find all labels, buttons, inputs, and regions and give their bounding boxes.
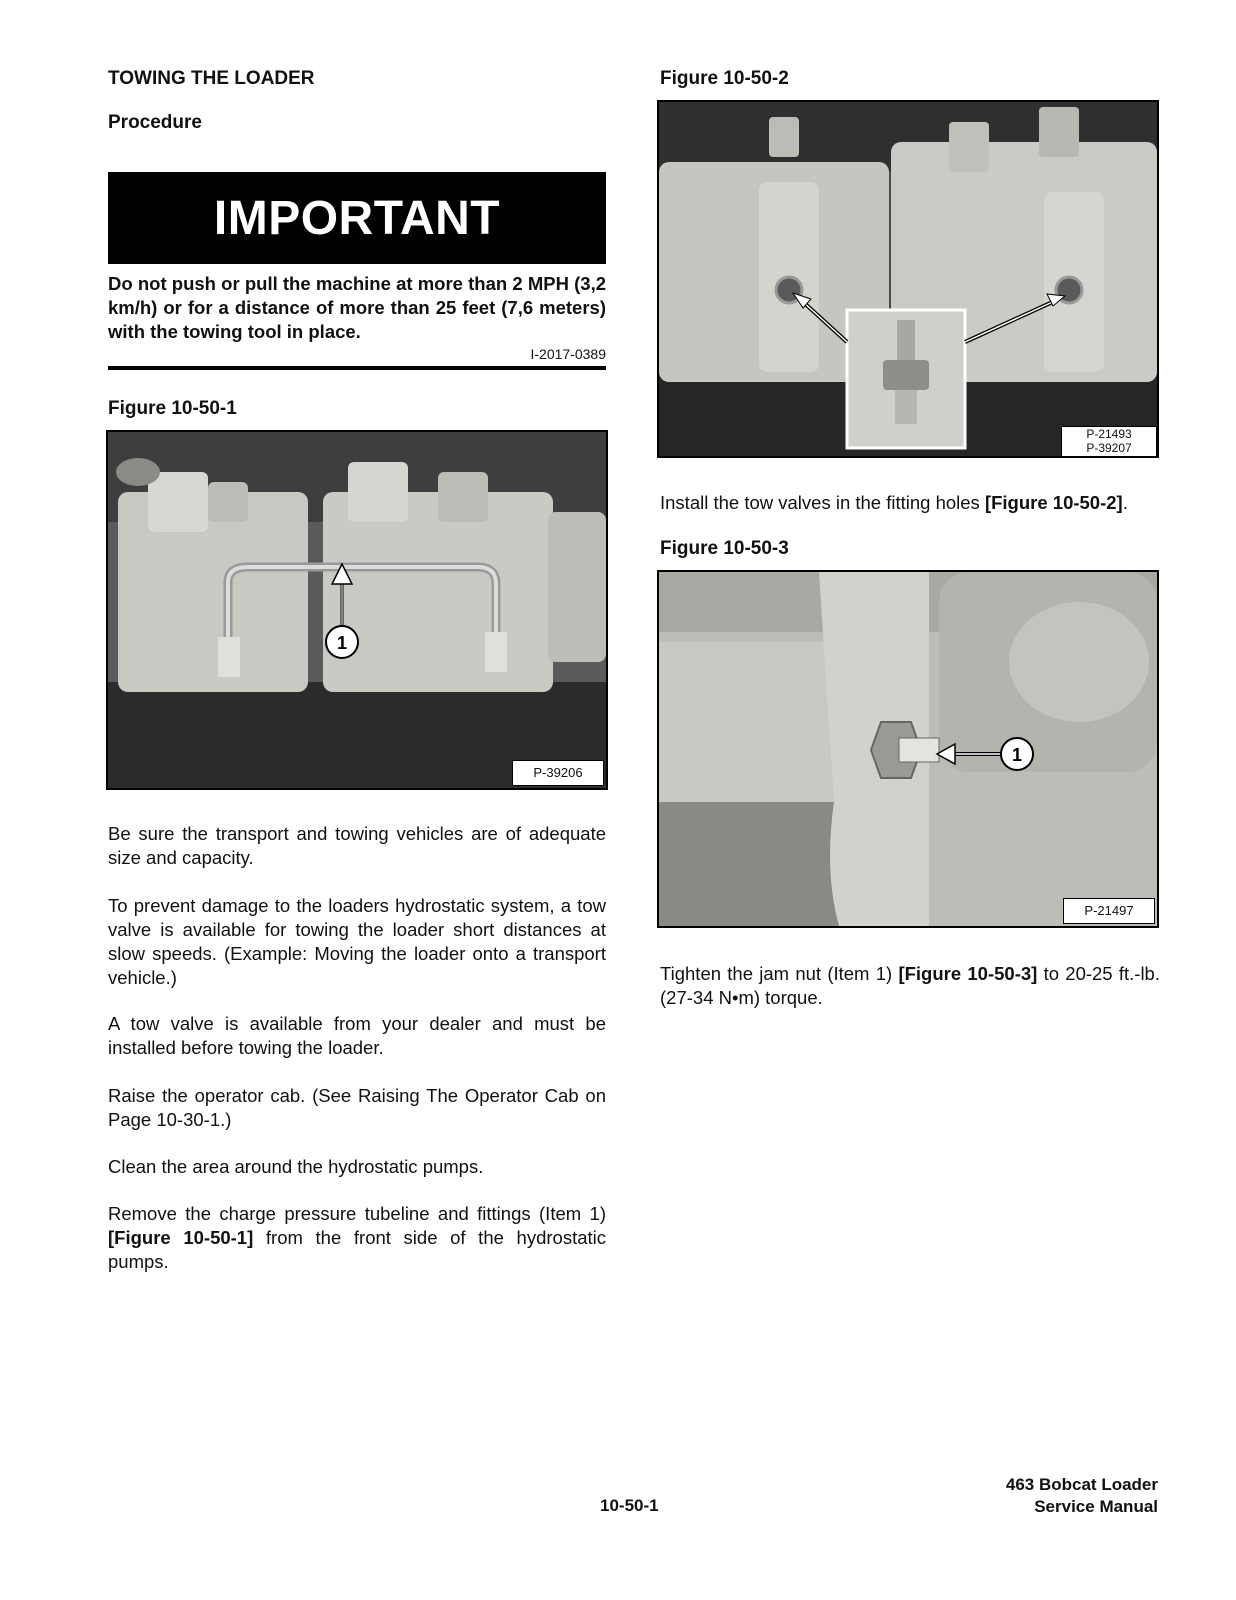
important-message: Do not push or pull the machine at more than 2 MPH (3,2 km/h) or for a distance of more than 25 feet (7,6 meters) with the towing tool in place.	[108, 273, 606, 342]
figure-1-photo-code: P-39206	[512, 760, 604, 786]
figure-3-photo-code: P-21497	[1063, 898, 1155, 924]
figure-3-callout: 1	[1011, 745, 1023, 765]
figure-2-photo-codes	[1061, 426, 1157, 458]
paragraph-remove-tubeline	[108, 1202, 606, 1274]
hydrostatic-pumps-photo	[108, 432, 606, 788]
figure-1-photo	[106, 430, 608, 790]
paragraph-tow-valve-purpose: To prevent damage to the loaders hydrostatic system, a tow valve is available for towing the loader short distances at slow speeds. (Example: Moving the loader onto a transport vehicle.)	[108, 895, 606, 988]
remove-text-before: Remove the charge pressure tubeline and fittings (Item 1)	[108, 1203, 606, 1224]
page-number: 10-50-1	[600, 1496, 659, 1515]
tow-valve-fittings-photo	[659, 102, 1157, 456]
paragraph-tighten-nut	[660, 962, 1160, 1010]
remove-text-after: from the front side of the hydrostatic pumps.	[108, 1227, 606, 1272]
jam-nut-photo	[659, 572, 1157, 926]
manual-title-line-1: 463 Bobcat Loader	[1005, 1475, 1158, 1494]
figure-1-label: Figure 10-50-1	[108, 398, 237, 419]
figure-1-reference: [Figure 10-50-1]	[108, 1227, 254, 1248]
manual-title-line-2: Service Manual	[1034, 1497, 1158, 1516]
figure-2-photo-code-1: P-21493	[1086, 427, 1132, 441]
paragraph-vehicles: Be sure the transport and towing vehicles are of adequate size and capacity.	[108, 823, 606, 868]
important-code: I-2017-0389	[530, 346, 606, 362]
manual-title	[1006, 1474, 1158, 1518]
install-text-after: .	[1122, 492, 1128, 513]
figure-2-label: Figure 10-50-2	[660, 68, 789, 89]
figure-3-label: Figure 10-50-3	[660, 538, 789, 559]
figure-2-photo	[657, 100, 1159, 458]
install-text-before: Install the tow valves in the fitting holes	[660, 492, 985, 513]
section-title: TOWING THE LOADER	[108, 68, 315, 89]
figure-3-photo	[657, 570, 1159, 928]
important-heading: IMPORTANT	[213, 191, 501, 245]
figure-2-photo-code-2: P-39207	[1086, 441, 1132, 455]
paragraph-clean-area: Clean the area around the hydrostatic pumps.	[108, 1156, 484, 1177]
paragraph-tow-valve-dealer: A tow valve is available from your dealer and must be installed before towing the loader.	[108, 1013, 606, 1058]
figure-3-reference: [Figure 10-50-3]	[898, 963, 1038, 984]
important-divider	[108, 366, 606, 370]
tighten-text-after: to 20-25 ft.-lb. (27-34 N•m) torque.	[660, 963, 1160, 1008]
paragraph-raise-cab: Raise the operator cab. (See Raising The Operator Cab on Page 10-30-1.)	[108, 1085, 606, 1130]
paragraph-install-valves	[660, 491, 1160, 515]
subsection-title: Procedure	[108, 112, 202, 133]
figure-1-callout: 1	[336, 633, 348, 653]
tighten-text-before: Tighten the jam nut (Item 1)	[660, 963, 899, 984]
figure-2-reference: [Figure 10-50-2]	[984, 492, 1123, 513]
important-banner	[108, 172, 606, 264]
